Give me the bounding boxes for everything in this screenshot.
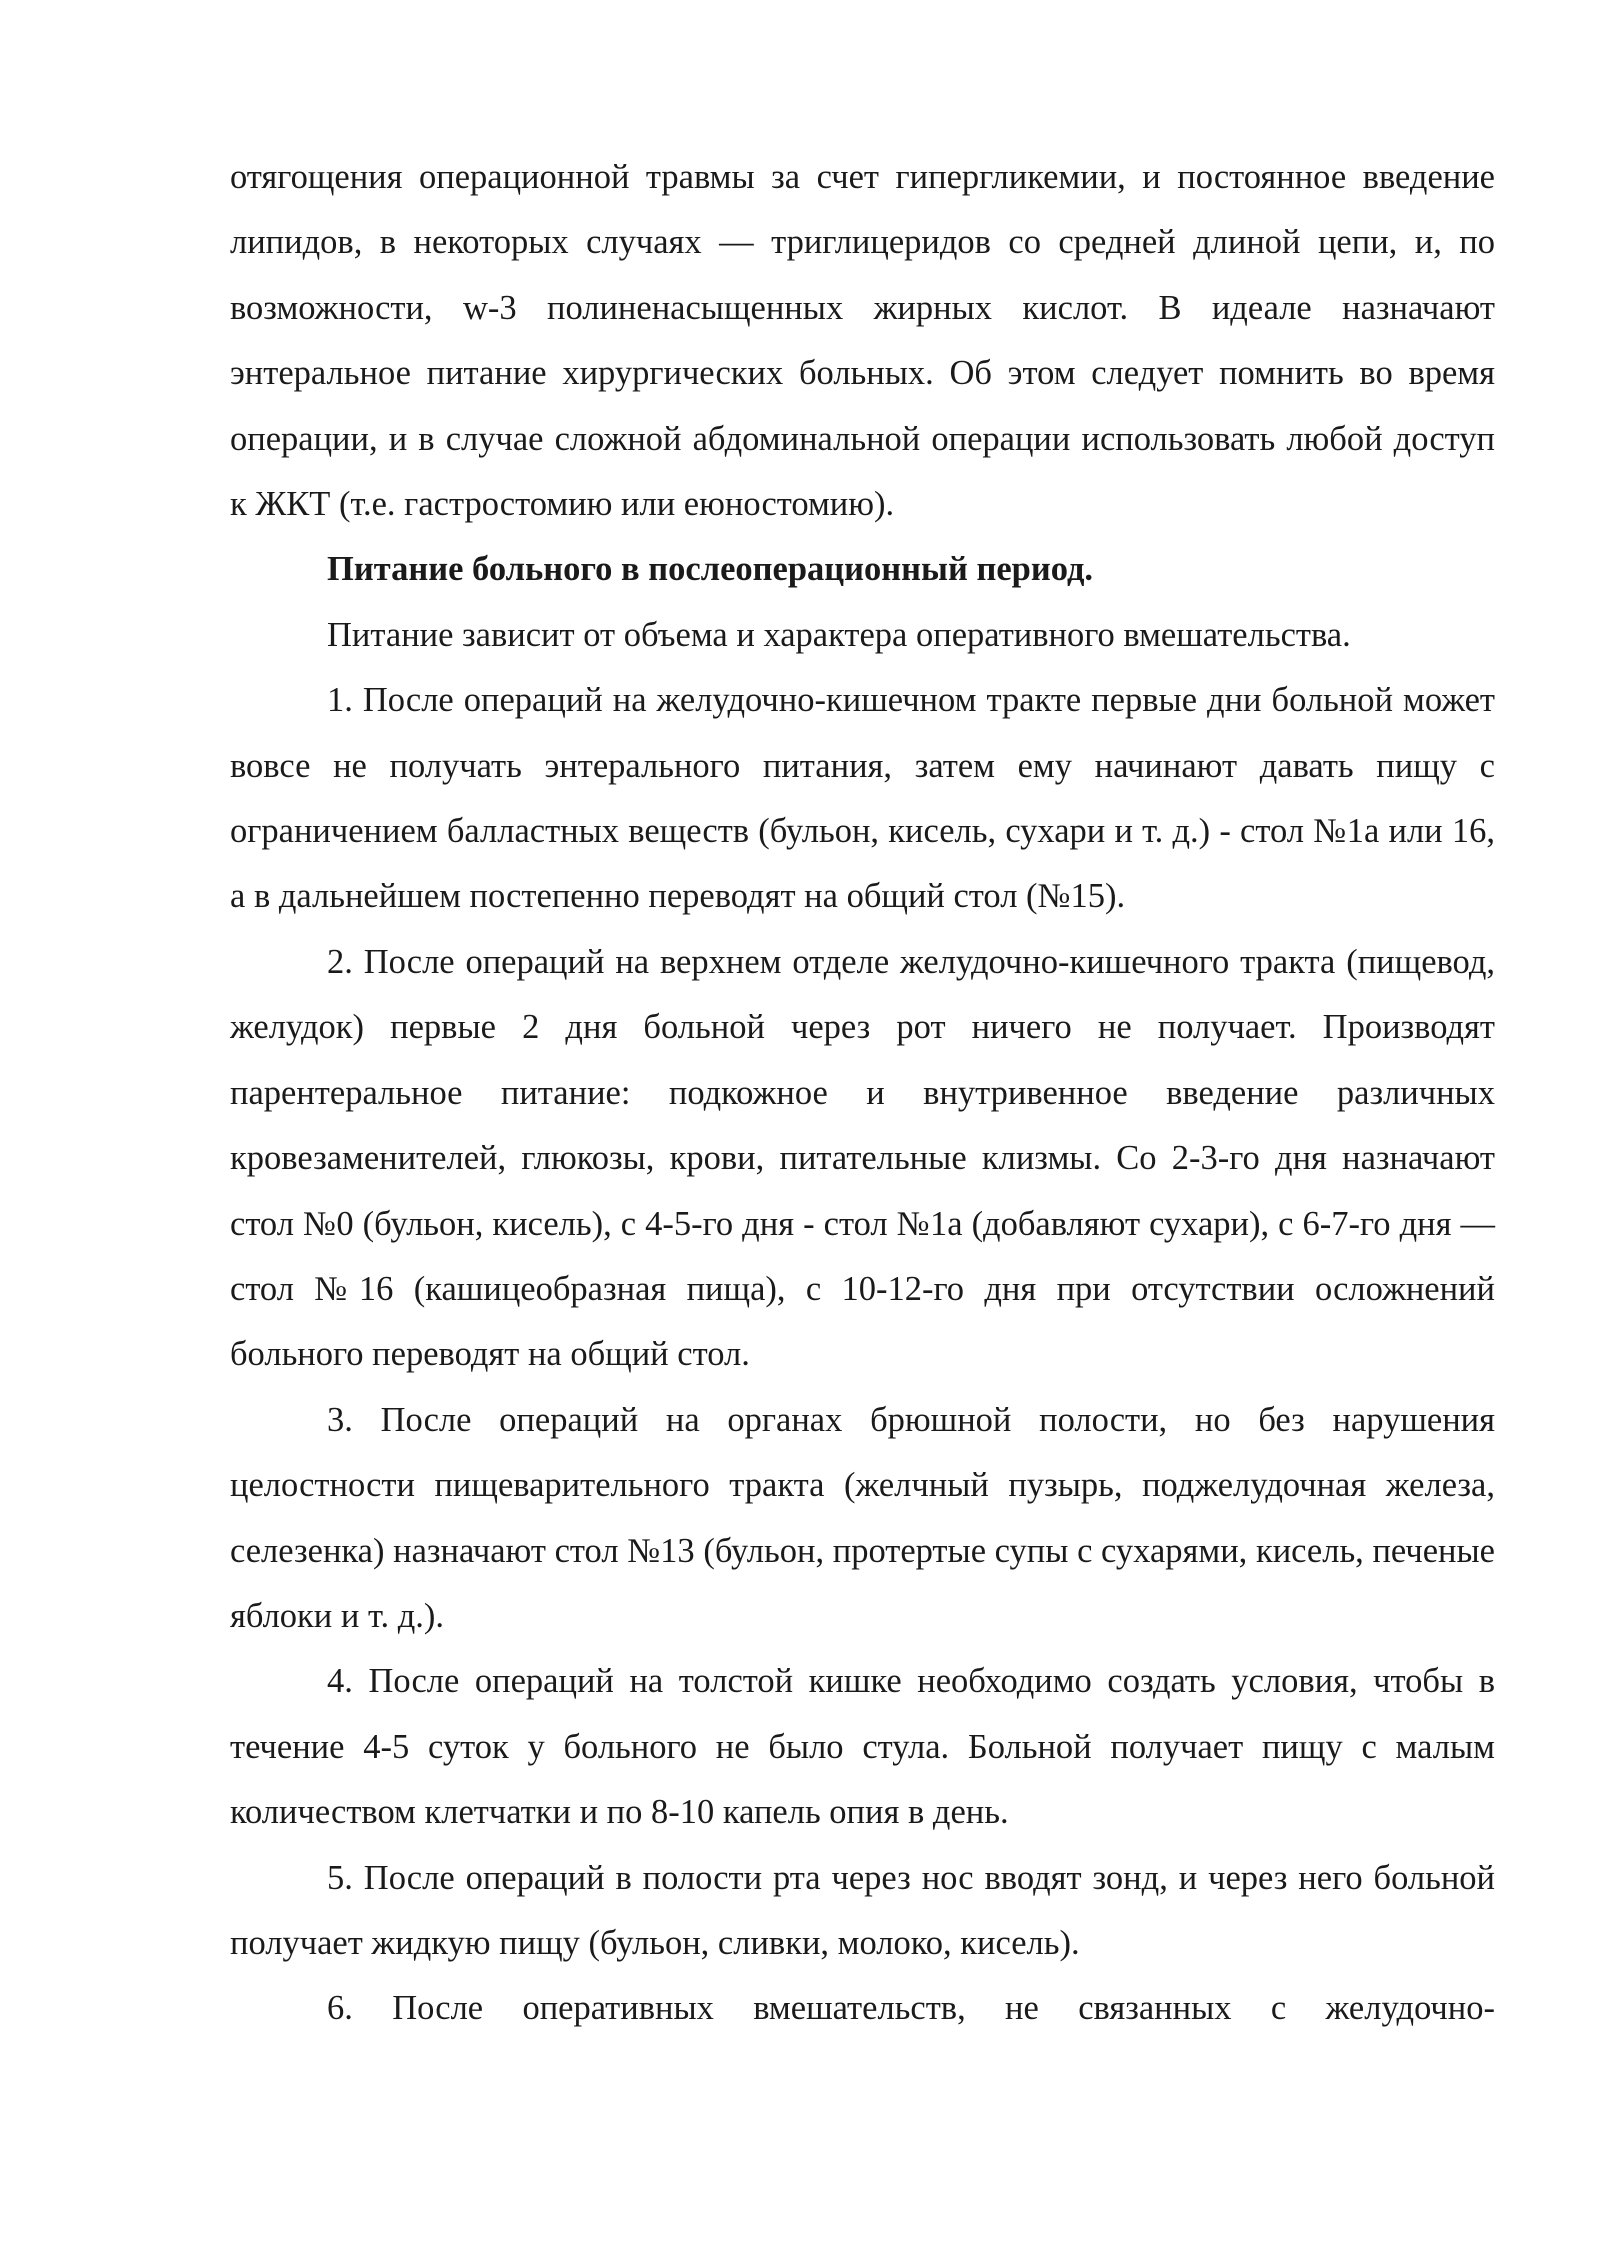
continuation-paragraph: отягощения операционной травмы за счет гипергликемии, и постоянное введение липидов, в некоторых случаях — триглицеридов со средней длиной цепи, и, по возможности, w-3 полиненасыщенных жирных кислот. В идеале назначают энтеральное питание хирургических больных. Об этом следует помнить во время операции, и в случае сложной абдоминальной операции использовать любой доступ к ЖКТ (т.е. гастростомию или еюностомию). <box>230 158 1495 524</box>
intro-paragraph: Питание зависит от объема и характера оперативного вмешательства. <box>327 615 1351 654</box>
text-column <box>230 145 1495 2042</box>
section-heading: Питание больного в послеоперационный период. <box>327 550 1094 589</box>
list-item-3: 3. После операций на органах брюшной полости, но без нарушения целостности пищеварительного тракта (желчный пузырь, поджелудочная железа, селезенка) назначают стол №13 (бульон, протертые супы с сухарями, кисель, печеные яблоки и т. д.). <box>230 1400 1495 1635</box>
list-item-5: 5. После операций в полости рта через нос вводят зонд, и через него больной получает жидкую пищу (бульон, сливки, молоко, кисель). <box>230 1858 1495 1962</box>
list-item-6: 6. После оперативных вмешательств, не связанных с желудочно- <box>327 1989 1495 2028</box>
list-item-1: 1. После операций на желудочно-кишечном тракте первые дни больной может вовсе не получать энтерального питания, затем ему начинают давать пищу с ограничением балластных веществ (бульон, кисель, сухари и т. д.) - стол №1а или 16, а в дальнейшем постепенно переводят на общий стол (№15). <box>230 681 1495 916</box>
list-item-4: 4. После операций на толстой кишке необходимо создать условия, чтобы в течение 4-5 суток у больного не было стула. Больной получает пищу с малым количеством клетчатки и по 8-10 капель опия в день. <box>230 1662 1495 1832</box>
list-item-2: 2. После операций на верхнем отделе желудочно-кишечного тракта (пищевод, желудок) первые 2 дня больной через рот ничего не получает. Производят парентеральное питание: подкожное и внутривенное введение различных кровезаменителей, глюкозы, крови, питательные клизмы. Со 2-3-го дня назначают стол №0 (бульон, кисель), с 4-5-го дня - стол №1а (добавляют сухари), с 6-7-го дня — стол №16 (кашицеобразная пища), с 10-12-го дня при отсутствии осложнений больного переводят на общий стол. <box>230 942 1495 1374</box>
